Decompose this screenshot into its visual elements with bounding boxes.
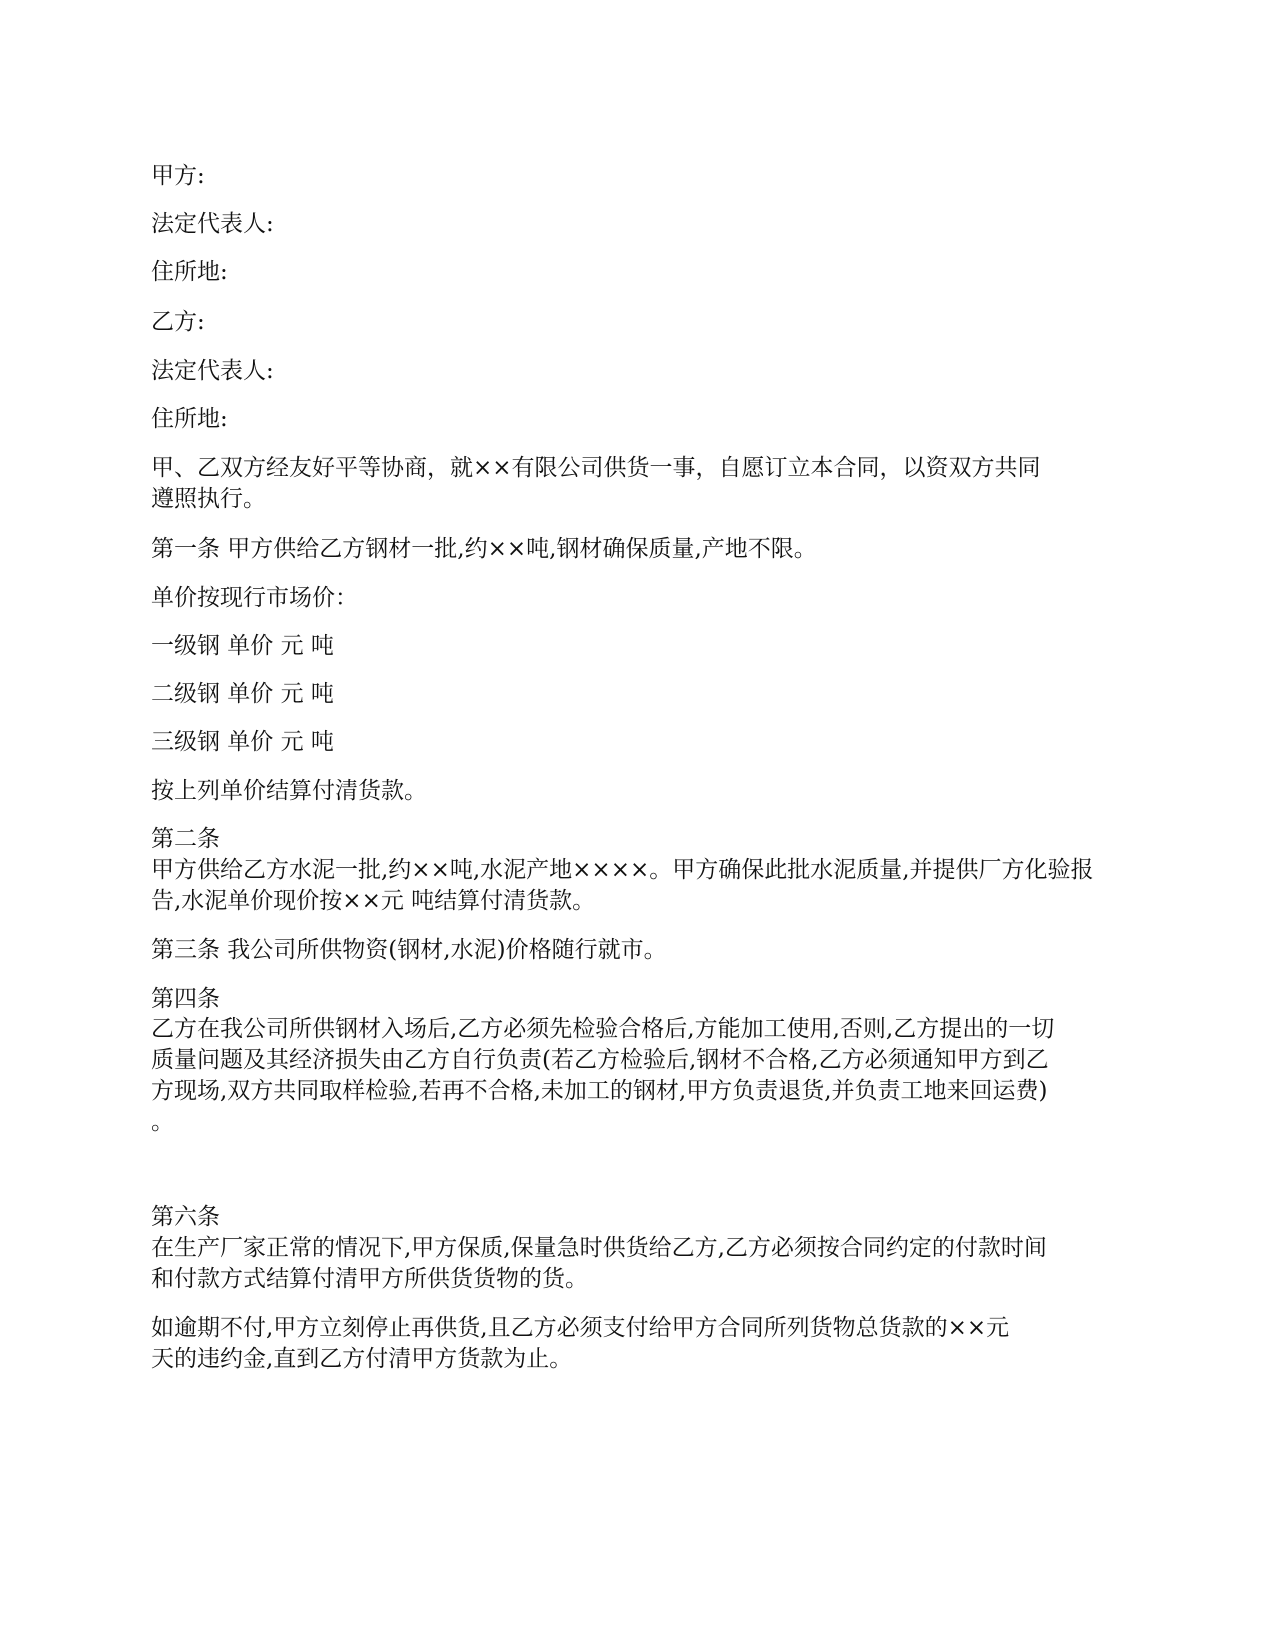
intro-paragraph-line-2: 遵照执行。 <box>151 486 266 512</box>
penalty-line-1: 如逾期不付,甲方立刻停止再供货,且乙方必须支付给甲方合同所列货物总货款的××元 <box>151 1315 1010 1341</box>
article-1: 第一条 甲方供给乙方钢材一批,约××吨,钢材确保质量,产地不限。 <box>151 536 817 562</box>
price-intro: 单价按现行市场价： <box>151 585 358 611</box>
grade-2-price: 二级钢 单价 元 吨 <box>151 681 334 707</box>
party-a-label: 甲方: <box>151 163 205 189</box>
grade-1-price: 一级钢 单价 元 吨 <box>151 633 334 659</box>
article-2-line-2: 告,水泥单价现价按××元 吨结算付清货款。 <box>151 888 596 914</box>
article-3: 第三条 我公司所供物资(钢材,水泥)价格随行就市。 <box>151 937 667 963</box>
article-4-line-3: 方现场,双方共同取样检验,若再不合格,未加工的钢材,甲方负责退货,并负责工地来回运费) <box>151 1078 1048 1104</box>
party-a-representative-label: 法定代表人: <box>151 211 274 237</box>
article-6-line-2: 和付款方式结算付清甲方所供货货物的货。 <box>151 1266 588 1292</box>
penalty-line-2: 天的违约金,直到乙方付清甲方货款为止。 <box>151 1346 573 1372</box>
party-b-representative-label: 法定代表人: <box>151 358 274 384</box>
article-6-line-1: 在生产厂家正常的情况下,甲方保质,保量急时供货给乙方,乙方必须按合同约定的付款时间 <box>151 1235 1047 1261</box>
grade-3-price: 三级钢 单价 元 吨 <box>151 729 334 755</box>
intro-paragraph-line-1: 甲、乙双方经友好平等协商，就××有限公司供货一事，自愿订立本合同，以资双方共同 <box>151 455 1041 481</box>
party-a-address-label: 住所地: <box>151 259 228 285</box>
party-b-label: 乙方: <box>151 309 205 335</box>
article-4-line-4: 。 <box>151 1109 174 1135</box>
article-4-line-2: 质量问题及其经济损失由乙方自行负责(若乙方检验后,钢材不合格,乙方必须通知甲方到乙 <box>151 1047 1049 1073</box>
article-2-title: 第二条 <box>151 826 220 852</box>
party-b-address-label: 住所地: <box>151 406 228 432</box>
article-2-line-1: 甲方供给乙方水泥一批,约××吨,水泥产地××××。甲方确保此批水泥质量,并提供厂方化验报 <box>151 857 1094 883</box>
article-4-line-1: 乙方在我公司所供钢材入场后,乙方必须先检验合格后,方能加工使用,否则,乙方提出的一切 <box>151 1016 1055 1042</box>
article-4-title: 第四条 <box>151 986 220 1012</box>
article-6-title: 第六条 <box>151 1204 220 1230</box>
settlement-note: 按上列单价结算付清货款。 <box>151 778 427 804</box>
